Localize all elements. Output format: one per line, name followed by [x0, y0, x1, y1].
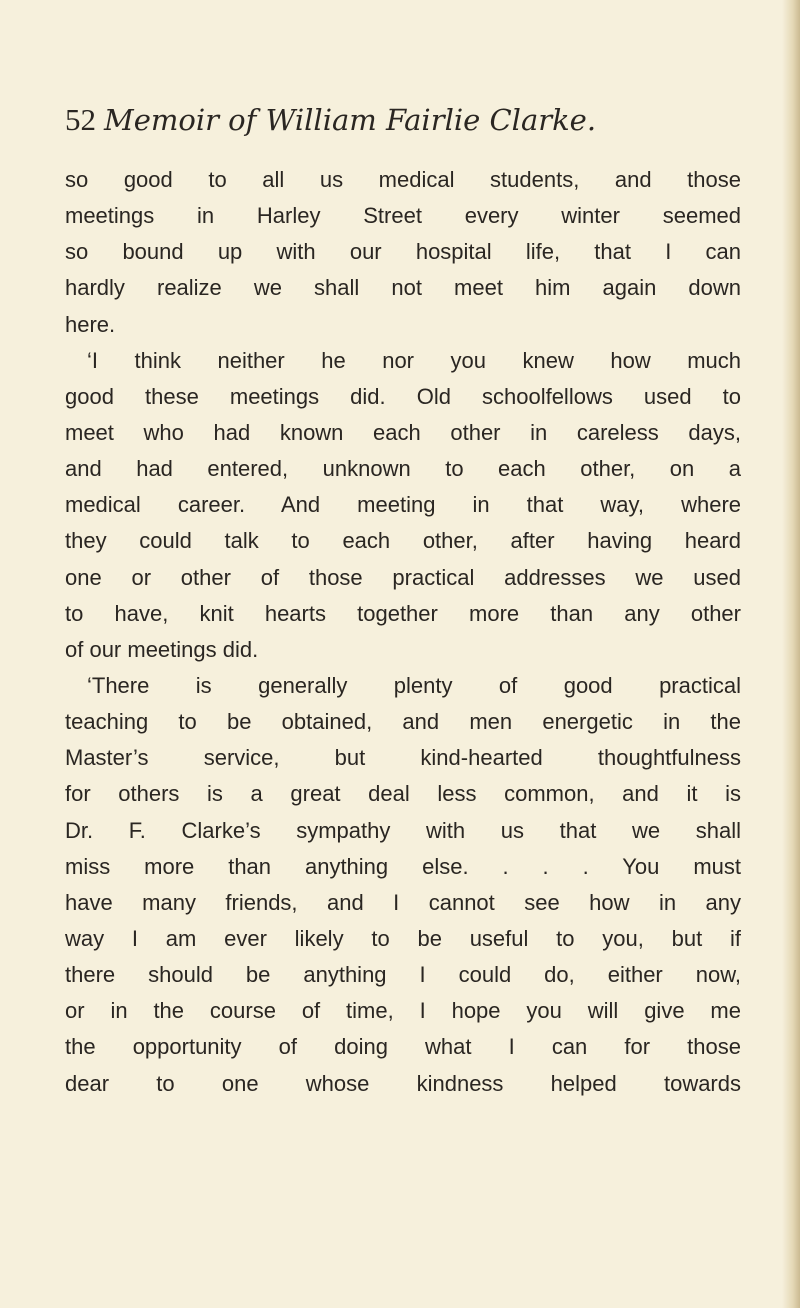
text-line: way I am ever likely to be useful to you, but if: [65, 925, 741, 951]
body-text: [65, 162, 741, 1102]
text-line: they could talk to each other, after having heard: [65, 528, 741, 554]
text-line: for others is a great deal less common, and it is: [65, 781, 741, 807]
running-title: Memoir of William Fairlie Clarke.: [104, 103, 597, 137]
text-line: so good to all us medical students, and those: [65, 167, 741, 192]
text-line: Dr. F. Clarke’s sympathy with us that we shall: [65, 817, 741, 843]
running-header: [65, 102, 745, 152]
text-line: here.: [65, 311, 116, 337]
text-line: medical career. And meeting in that way, where: [65, 492, 741, 518]
text-line: hardly realize we shall not meet him again down: [65, 275, 741, 301]
text-line: ‘I think neither he nor you knew how much: [87, 347, 741, 373]
page-number: 52: [65, 102, 96, 137]
text-line: have many friends, and I cannot see how in any: [65, 889, 741, 915]
text-line: miss more than anything else. . . . You must: [65, 853, 741, 879]
text-line: to have, knit hearts together more than any other: [65, 600, 741, 626]
text-line: good these meetings did. Old schoolfellows used to: [65, 383, 741, 409]
text-line: meetings in Harley Street every winter seemed: [65, 203, 741, 229]
text-line: ‘There is generally plenty of good practical: [87, 672, 741, 698]
text-line: the opportunity of doing what I can for those: [65, 1034, 741, 1060]
text-line: so bound up with our hospital life, that I can: [65, 239, 741, 265]
text-line: Master’s service, but kind-hearted thoughtfulness: [65, 745, 741, 771]
page-edge: [782, 0, 800, 1308]
text-line: or in the course of time, I hope you will give me: [65, 998, 741, 1024]
text-line: dear to one whose kindness helped towards: [65, 1070, 741, 1096]
text-line: one or other of those practical addresses we used: [65, 564, 741, 590]
text-line: there should be anything I could do, either now,: [65, 962, 741, 988]
text-line: and had entered, unknown to each other, on a: [65, 456, 741, 482]
text-line: meet who had known each other in careless days,: [65, 419, 741, 445]
text-line: of our meetings did.: [65, 636, 259, 662]
text-line: teaching to be obtained, and men energetic in the: [65, 709, 741, 735]
